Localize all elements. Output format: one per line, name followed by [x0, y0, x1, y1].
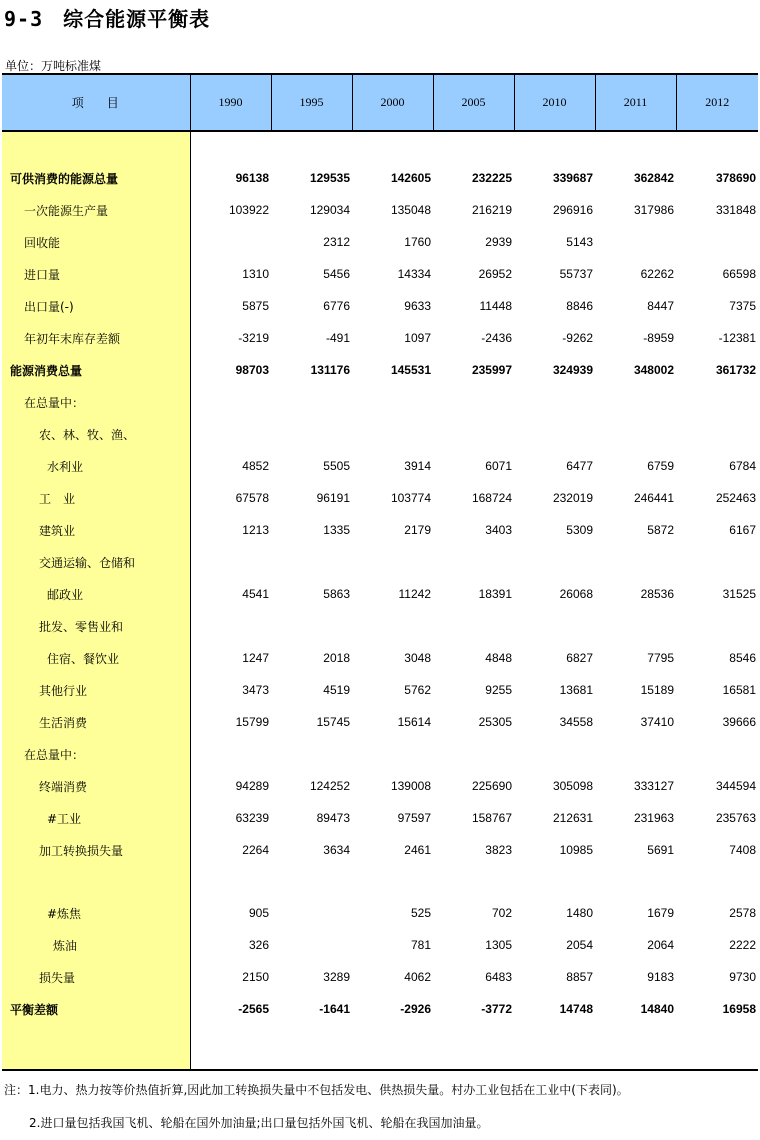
- footnote-1: 注：1.电力、热力按等价热值折算,因此加工转换损失量中不包括发电、供热损失量。村办工业包括在工业中(下表同)。: [4, 1083, 629, 1097]
- table-cell: 2179: [404, 523, 431, 537]
- table-row: [2, 929, 758, 961]
- table-cell: 6776: [323, 299, 350, 313]
- spacer-row: [2, 1025, 758, 1070]
- table-cell: 14840: [640, 1002, 674, 1016]
- table-cell: 131176: [310, 363, 350, 377]
- table-row: [2, 482, 758, 514]
- table-cell: 16581: [722, 683, 756, 697]
- table-row: [2, 834, 758, 866]
- table-cell: [595, 386, 676, 418]
- table-cell: 2064: [647, 938, 674, 952]
- row-label: 批发、零售业和: [2, 610, 190, 642]
- table-cell: 2018: [323, 651, 350, 665]
- item-header-char-2: 目: [106, 96, 120, 110]
- table-cell: -2565: [238, 1002, 269, 1016]
- table-cell: 232225: [471, 171, 512, 185]
- table-cell: [514, 386, 595, 418]
- row-label: 生活消费: [2, 706, 190, 738]
- year-header: 2005: [433, 74, 514, 131]
- table-cell: 11448: [479, 299, 512, 313]
- row-label: 建筑业: [2, 514, 190, 546]
- table-cell: [514, 610, 595, 642]
- table-cell: 5691: [647, 843, 674, 857]
- table-cell: [352, 738, 433, 770]
- table-cell: [676, 418, 758, 450]
- table-cell: 3823: [485, 843, 512, 857]
- footnote-2: 2.进口量包括我国飞机、轮船在国外加油量;出口量包括外国飞机、轮船在我国加油量。: [29, 1116, 489, 1130]
- table-cell: 9730: [729, 970, 756, 984]
- row-label: 终端消费: [2, 770, 190, 802]
- year-header: 1990: [190, 74, 271, 131]
- table-cell: 26068: [559, 587, 593, 601]
- table-cell: 96138: [235, 171, 269, 185]
- table-cell: 3403: [485, 523, 512, 537]
- table-cell: [433, 738, 514, 770]
- table-cell: [190, 418, 271, 450]
- table-cell: 6827: [566, 651, 593, 665]
- table-cell: [271, 610, 352, 642]
- table-cell: 145531: [390, 363, 431, 377]
- table-cell: [676, 226, 758, 258]
- table-cell: 317986: [633, 203, 674, 217]
- table-cell: 1247: [242, 651, 269, 665]
- table-cell: 103774: [390, 491, 431, 505]
- table-cell: 18391: [478, 587, 512, 601]
- table-cell: 2578: [729, 906, 756, 920]
- table-cell: 135048: [390, 203, 431, 217]
- table-cell: [595, 610, 676, 642]
- table-cell: [190, 226, 271, 258]
- table-cell: 6483: [485, 970, 512, 984]
- year-header: 2012: [676, 74, 758, 131]
- year-header: 2000: [352, 74, 433, 131]
- table-cell: [352, 386, 433, 418]
- row-label: 炼油: [2, 929, 190, 961]
- year-header: 2011: [595, 74, 676, 131]
- table-cell: 98703: [235, 363, 269, 377]
- table-row: [2, 162, 758, 194]
- table-cell: -8959: [643, 331, 674, 345]
- row-label: 年初年末库存差额: [2, 322, 190, 354]
- header-row: [2, 74, 758, 131]
- table-cell: [352, 610, 433, 642]
- table-row: [2, 674, 758, 706]
- table-cell: 905: [248, 906, 269, 920]
- table-cell: -2436: [481, 331, 512, 345]
- table-cell: 246441: [633, 491, 674, 505]
- table-cell: 5875: [242, 299, 269, 313]
- table-cell: 339687: [552, 171, 593, 185]
- table-cell: [676, 386, 758, 418]
- table-cell: [271, 418, 352, 450]
- table-cell: [433, 610, 514, 642]
- table-cell: -491: [325, 331, 350, 345]
- table-row: [2, 226, 758, 258]
- table-cell: 34558: [559, 715, 593, 729]
- table-cell: [271, 546, 352, 578]
- table-cell: 225690: [471, 779, 512, 793]
- table-cell: 14748: [559, 1002, 593, 1016]
- table-cell: 326: [248, 938, 269, 952]
- table-row: [2, 322, 758, 354]
- table-cell: 25305: [478, 715, 512, 729]
- table-cell: [595, 738, 676, 770]
- table-cell: -2926: [400, 1002, 431, 1016]
- table-row: [2, 993, 758, 1025]
- table-cell: 89473: [316, 811, 350, 825]
- table-number: 9-3: [4, 7, 44, 31]
- table-cell: 6167: [729, 523, 756, 537]
- table-cell: 1213: [242, 523, 269, 537]
- table-cell: 8546: [729, 651, 756, 665]
- table-cell: -12381: [718, 331, 756, 345]
- row-label: 出口量(-): [2, 290, 190, 322]
- table-cell: [352, 546, 433, 578]
- table-cell: 3289: [323, 970, 350, 984]
- table-cell: [595, 546, 676, 578]
- table-cell: 158767: [471, 811, 512, 825]
- table-cell: 96191: [316, 491, 350, 505]
- row-label: 住宿、餐饮业: [2, 642, 190, 674]
- table-cell: 6071: [485, 459, 512, 473]
- table-cell: 15614: [397, 715, 431, 729]
- table-cell: 305098: [552, 779, 593, 793]
- table-cell: [433, 386, 514, 418]
- table-cell: 2150: [242, 970, 269, 984]
- table-cell: 5505: [323, 459, 350, 473]
- table-cell: [514, 738, 595, 770]
- table-cell: 331848: [715, 203, 756, 217]
- table-cell: 129034: [309, 203, 350, 217]
- table-cell: 9633: [404, 299, 431, 313]
- table-row: [2, 354, 758, 386]
- table-cell: 97597: [397, 811, 431, 825]
- table-cell: 26952: [478, 267, 512, 281]
- table-cell: 781: [410, 938, 431, 952]
- table-cell: 62262: [640, 267, 674, 281]
- table-row: [2, 514, 758, 546]
- table-cell: 8846: [566, 299, 593, 313]
- table-row: [2, 194, 758, 226]
- row-label: 农、林、牧、渔、: [2, 418, 190, 450]
- table-cell: 1760: [404, 235, 431, 249]
- table-row: [2, 610, 758, 642]
- table-cell: [271, 738, 352, 770]
- table-cell: 231963: [633, 811, 674, 825]
- row-label: 在总量中：: [2, 738, 190, 770]
- table-cell: 5863: [323, 587, 350, 601]
- table-cell: 4541: [242, 587, 269, 601]
- table-cell: 142605: [390, 171, 431, 185]
- row-label: 可供消费的能源总量: [2, 162, 190, 194]
- row-label: #炼焦: [2, 897, 190, 929]
- table-cell: 55737: [559, 267, 593, 281]
- row-label: 在总量中：: [2, 386, 190, 418]
- row-label: 交通运输、仓储和: [2, 546, 190, 578]
- table-cell: [271, 897, 352, 929]
- row-label: 进口量: [2, 258, 190, 290]
- table-cell: 103922: [228, 203, 269, 217]
- table-cell: 5762: [404, 683, 431, 697]
- table-cell: [190, 386, 271, 418]
- table-cell: 11242: [398, 587, 431, 601]
- row-label: 其他行业: [2, 674, 190, 706]
- table-cell: [190, 546, 271, 578]
- table-row: [2, 450, 758, 482]
- table-row: [2, 258, 758, 290]
- table-cell: 39666: [722, 715, 756, 729]
- row-label: 邮政业: [2, 578, 190, 610]
- table-cell: 5309: [566, 523, 593, 537]
- table-cell: 8447: [647, 299, 674, 313]
- table-row: [2, 706, 758, 738]
- table-row: [2, 770, 758, 802]
- table-cell: 216219: [471, 203, 512, 217]
- table-cell: 1335: [323, 523, 350, 537]
- table-cell: 2461: [404, 843, 431, 857]
- table-cell: 16958: [722, 1002, 756, 1016]
- table-cell: 5456: [323, 267, 350, 281]
- table-cell: 2222: [729, 938, 756, 952]
- table-row: [2, 418, 758, 450]
- year-header: 1995: [271, 74, 352, 131]
- table-cell: 9255: [485, 683, 512, 697]
- table-cell: 15799: [235, 715, 269, 729]
- table-cell: [595, 226, 676, 258]
- table-cell: -1641: [319, 1002, 350, 1016]
- row-label: 加工转换损失量: [2, 834, 190, 866]
- table-cell: 7375: [729, 299, 756, 313]
- table-cell: 129535: [309, 171, 350, 185]
- table-cell: 6784: [729, 459, 756, 473]
- table-cell: 31525: [722, 587, 756, 601]
- row-label: 平衡差额: [2, 993, 190, 1025]
- row-label: 水利业: [2, 450, 190, 482]
- table-cell: 63239: [235, 811, 269, 825]
- table-cell: [190, 610, 271, 642]
- table-cell: 1310: [242, 267, 269, 281]
- table-title: 综合能源平衡表: [63, 7, 211, 31]
- table-cell: 66598: [722, 267, 756, 281]
- table-cell: 3634: [323, 843, 350, 857]
- row-label: #工业: [2, 802, 190, 834]
- table-cell: [676, 546, 758, 578]
- table-cell: 37410: [640, 715, 674, 729]
- table-cell: 296916: [552, 203, 593, 217]
- table-cell: 1097: [404, 331, 431, 345]
- table-cell: 235763: [715, 811, 756, 825]
- row-label: 一次能源生产量: [2, 194, 190, 226]
- table-cell: [514, 546, 595, 578]
- table-row: [2, 290, 758, 322]
- spacer-row: [2, 131, 758, 162]
- table-cell: 324939: [552, 363, 593, 377]
- table-cell: 212631: [552, 811, 593, 825]
- table-cell: 7408: [729, 843, 756, 857]
- table-cell: [271, 929, 352, 961]
- row-label: 能源消费总量: [2, 354, 190, 386]
- table-cell: 5143: [566, 235, 593, 249]
- table-cell: 361732: [715, 363, 756, 377]
- table-cell: -3772: [481, 1002, 512, 1016]
- table-cell: 348002: [633, 363, 674, 377]
- table-cell: 139008: [390, 779, 431, 793]
- table-cell: -9262: [562, 331, 593, 345]
- table-cell: 15189: [640, 683, 674, 697]
- table-cell: 94289: [235, 779, 269, 793]
- footnotes: [4, 1074, 629, 1140]
- table-cell: 3914: [404, 459, 431, 473]
- table-cell: 3048: [404, 651, 431, 665]
- table-row: [2, 386, 758, 418]
- row-label: 工 业: [2, 482, 190, 514]
- table-row: [2, 642, 758, 674]
- table-cell: [433, 418, 514, 450]
- table-cell: 232019: [552, 491, 593, 505]
- table-row: [2, 738, 758, 770]
- table-cell: 6477: [566, 459, 593, 473]
- table-cell: 235997: [471, 363, 512, 377]
- table-cell: 6759: [647, 459, 674, 473]
- table-cell: [433, 546, 514, 578]
- table-cell: 362842: [633, 171, 674, 185]
- table-row: [2, 897, 758, 929]
- table-cell: 7795: [647, 651, 674, 665]
- table-cell: 15745: [316, 715, 350, 729]
- table-cell: 4852: [242, 459, 269, 473]
- table-cell: 10985: [559, 843, 593, 857]
- table-cell: 67578: [235, 491, 269, 505]
- table-cell: [676, 738, 758, 770]
- table-row: [2, 961, 758, 993]
- table-cell: 1480: [566, 906, 593, 920]
- table-cell: 1305: [485, 938, 512, 952]
- energy-balance-table: [2, 73, 758, 1071]
- table-cell: [676, 610, 758, 642]
- table-row: [2, 578, 758, 610]
- row-label: 损失量: [2, 961, 190, 993]
- page-title: [4, 3, 210, 32]
- table-cell: 4519: [323, 683, 350, 697]
- table-cell: 4062: [404, 970, 431, 984]
- table-cell: 2054: [566, 938, 593, 952]
- item-header-char-1: 项: [71, 96, 85, 110]
- table-cell: [190, 738, 271, 770]
- table-cell: [352, 418, 433, 450]
- table-cell: 9183: [647, 970, 674, 984]
- table-cell: 2312: [323, 235, 350, 249]
- table-cell: 702: [491, 906, 512, 920]
- table-cell: [595, 418, 676, 450]
- table-row: [2, 546, 758, 578]
- table-row: [2, 802, 758, 834]
- table-cell: 1679: [647, 906, 674, 920]
- table-cell: 168724: [471, 491, 512, 505]
- table-cell: 124252: [309, 779, 350, 793]
- year-header: 2010: [514, 74, 595, 131]
- table-cell: 378690: [715, 171, 756, 185]
- table-cell: 252463: [715, 491, 756, 505]
- table-cell: 28536: [640, 587, 674, 601]
- table-cell: [271, 386, 352, 418]
- item-header: [2, 74, 190, 131]
- table-cell: 344594: [715, 779, 756, 793]
- table-cell: 13681: [559, 683, 593, 697]
- table-cell: 2264: [242, 843, 269, 857]
- spacer-row: [2, 866, 758, 897]
- table-cell: 14334: [397, 267, 431, 281]
- unit-label: 单位：万吨标准煤: [5, 59, 102, 73]
- table-cell: [514, 418, 595, 450]
- table-cell: 5872: [647, 523, 674, 537]
- table-cell: 4848: [485, 651, 512, 665]
- row-label: 回收能: [2, 226, 190, 258]
- table-cell: 333127: [633, 779, 674, 793]
- table-cell: 8857: [566, 970, 593, 984]
- table-cell: 525: [410, 906, 431, 920]
- table-cell: -3219: [238, 331, 269, 345]
- table-cell: 2939: [485, 235, 512, 249]
- table-cell: 3473: [242, 683, 269, 697]
